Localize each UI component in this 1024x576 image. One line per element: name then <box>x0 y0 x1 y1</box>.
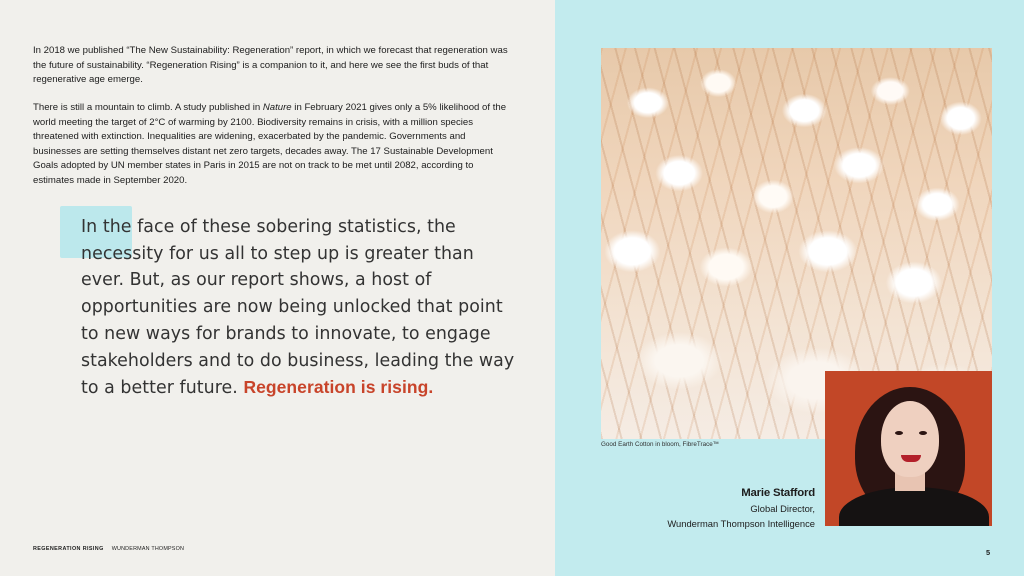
statistics-paragraph: There is still a mountain to climb. A study published in Nature in February 2021 gives only a 5% likelihood of the world meeting the target of 2°C of warming by 2100. Biodiversity remains in crisis, with a million species threatened with extinction. Inequalities are widening, exacerbated by the pandemic. Governments and businesses are setting themselves distant net zero targets, decades away. The 17 Sustainable Development Goals adopted by UN member states in Paris in 2015 are not on track to be met until 2082, according to estimates made in September 2020. <box>33 102 507 186</box>
author-role: Global Director, <box>750 503 815 514</box>
pull-quote-accent: Regeneration is rising. <box>243 377 434 398</box>
intro-paragraph: In 2018 we published “The New Sustainability: Regeneration” report, in which we forecast that regeneration was the future of sustainability. “Regeneration Rising” is a companion to it, and here we see the first buds of that regenerative age emerge. <box>33 45 508 85</box>
footer-brand: WUNDERMAN THOMPSON <box>111 546 185 552</box>
page-number: 5 <box>986 548 991 557</box>
author-portrait <box>825 371 992 526</box>
footer-branding <box>33 546 184 552</box>
author-organization: Wunderman Thompson Intelligence <box>667 518 815 529</box>
pull-quote-text: In the face of these sobering statistics, the necessity for us all to step up is greater than ever. But, as our report shows, a host of opportunities are now being unlocked that point to new ways for brands to innovate, to engage stakeholders and to do business, leading the way to a better future. <box>81 217 515 399</box>
pull-quote <box>81 214 521 402</box>
footer-title: REGENERATION RISING <box>33 546 104 552</box>
author-name: Marie Stafford <box>741 487 815 499</box>
photo-caption: Good Earth Cotton in bloom, FibreTrace™ <box>601 441 720 448</box>
journal-name: Nature <box>262 102 292 113</box>
